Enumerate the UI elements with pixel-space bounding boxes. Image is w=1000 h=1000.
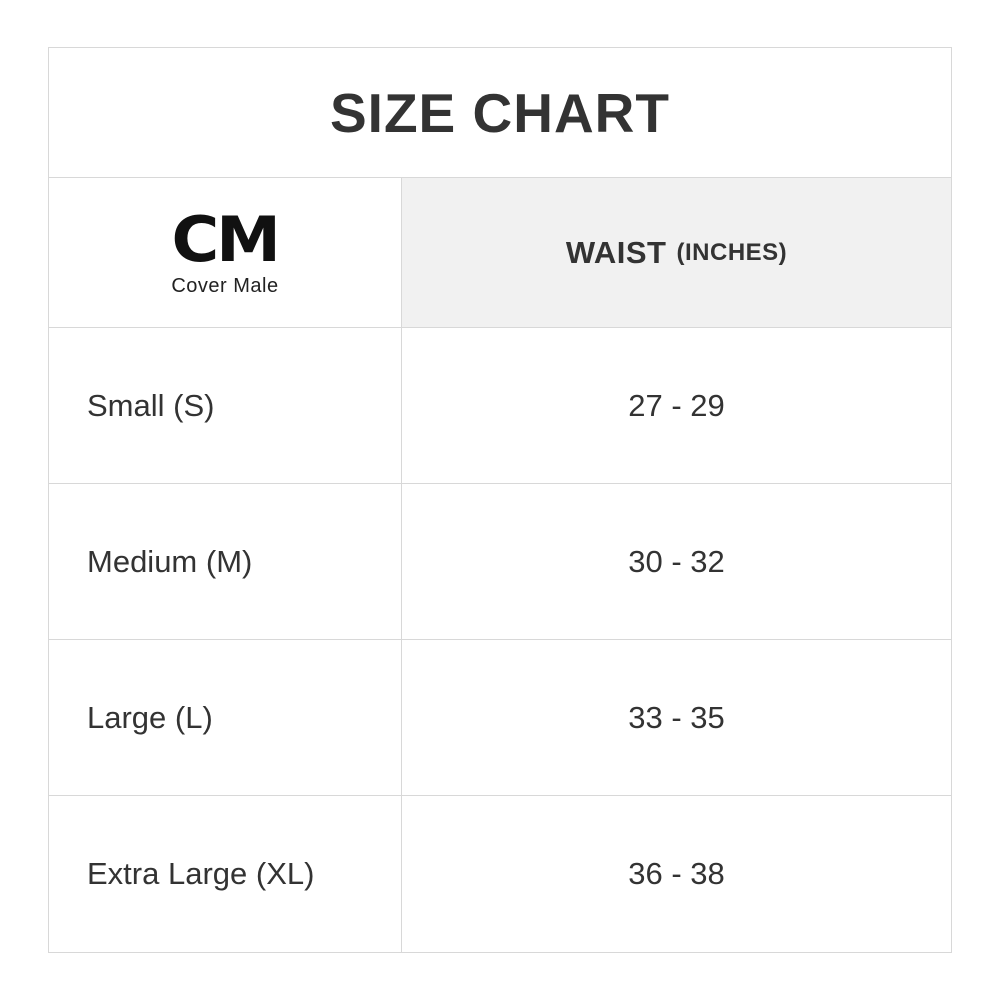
chart-title-row xyxy=(49,48,951,178)
row-size-cell xyxy=(49,640,402,795)
brand-logo xyxy=(49,202,401,299)
size-label: Extra Large (XL) xyxy=(87,856,315,891)
table-row xyxy=(49,328,951,484)
row-waist-cell xyxy=(402,484,951,639)
size-label: Medium (M) xyxy=(87,543,253,579)
row-waist-cell xyxy=(402,796,951,952)
row-waist-cell xyxy=(402,328,951,483)
column-header-waist-label: WAIST xyxy=(565,234,667,270)
row-waist-cell xyxy=(402,640,951,795)
brand-monogram: CM xyxy=(171,202,279,276)
row-size-cell xyxy=(49,328,402,483)
table-header-row xyxy=(49,178,951,328)
column-header-waist xyxy=(402,178,951,327)
size-label: Small (S) xyxy=(87,387,215,423)
page-title: SIZE CHART xyxy=(330,81,670,144)
waist-value: 33 - 35 xyxy=(628,699,725,735)
column-header-waist-unit: (INCHES) xyxy=(676,238,788,266)
brand-name: Cover Male xyxy=(171,275,279,298)
waist-value: 27 - 29 xyxy=(628,387,725,423)
size-chart-table xyxy=(48,47,952,953)
table-row xyxy=(49,640,951,796)
row-size-cell xyxy=(49,796,402,952)
row-size-cell xyxy=(49,484,402,639)
waist-value: 36 - 38 xyxy=(628,856,725,891)
brand-logo-cell xyxy=(49,178,402,327)
size-label: Large (L) xyxy=(87,699,213,735)
table-row xyxy=(49,484,951,640)
table-row xyxy=(49,796,951,952)
waist-value: 30 - 32 xyxy=(628,543,725,579)
